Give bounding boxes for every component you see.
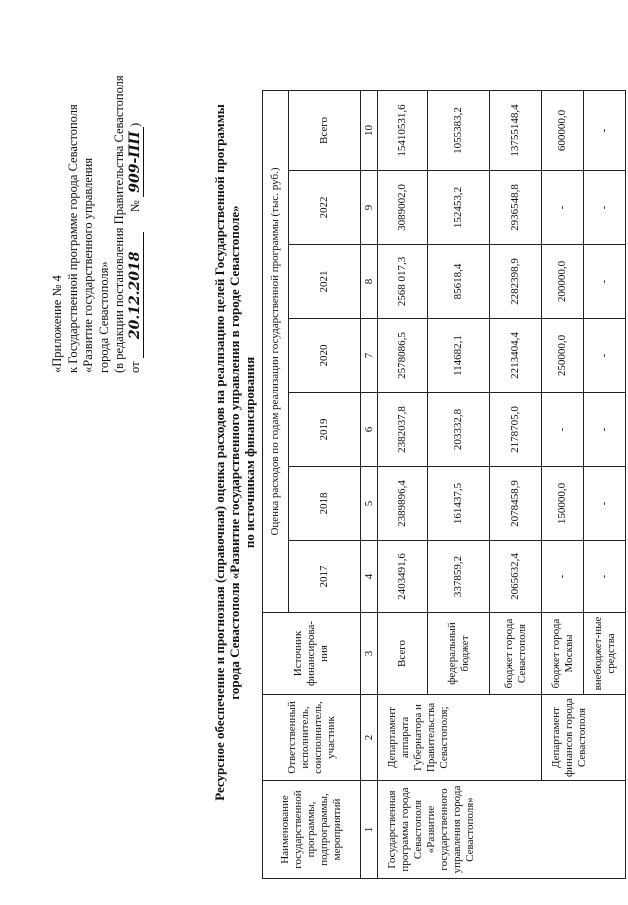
column-number: 1 xyxy=(361,781,378,879)
value-cell: 2936548,8 xyxy=(490,171,542,245)
value-cell: 250000,0 xyxy=(542,319,584,393)
total-cell: 1055383,2 xyxy=(428,91,490,171)
header-year: 2019 xyxy=(289,393,361,467)
column-number: 9 xyxy=(361,171,378,245)
column-number: 3 xyxy=(361,613,378,695)
title-line-3: по источникам финансирования xyxy=(242,356,257,549)
value-cell: 161437,5 xyxy=(428,467,490,541)
value-cell: - xyxy=(542,541,584,613)
value-cell: 150000,0 xyxy=(542,467,584,541)
total-cell: 15410531,6 xyxy=(378,91,428,171)
appendix-label: «Приложение № 4 xyxy=(50,275,64,373)
column-number: 7 xyxy=(361,319,378,393)
source-cell: Всего xyxy=(378,613,428,695)
document-title xyxy=(212,0,257,905)
header-total: Всего xyxy=(289,91,361,171)
table-row xyxy=(542,91,584,879)
value-cell: 85618,4 xyxy=(428,245,490,319)
column-number: 5 xyxy=(361,467,378,541)
column-number: 2 xyxy=(361,695,378,781)
value-cell: - xyxy=(542,171,584,245)
source-cell: внебюджет-ные средства xyxy=(584,613,626,695)
date-prefix: от xyxy=(127,361,142,373)
table-header-row xyxy=(263,91,289,879)
appendix-edition-note: (в редакции постановления Правительства Севастополя xyxy=(112,75,126,373)
program-name-cell: Государственная программа города Севастополя «Развитие государственного управления города Севастополя» xyxy=(378,781,626,879)
appendix-program-name-2: города Севастополя» xyxy=(96,261,111,373)
value-cell: 2578086,5 xyxy=(378,319,428,393)
responsible-cell-2: Департамент финансов города Севастополя xyxy=(542,695,626,781)
table-row xyxy=(378,91,428,879)
value-cell: - xyxy=(584,467,626,541)
title-line-2: города Севастополя «Развитие государственного управления в городе Севастополе» xyxy=(227,205,242,700)
header-year: 2017 xyxy=(289,541,361,613)
column-number: 6 xyxy=(361,393,378,467)
responsible-cell-1: Департамент аппарата Губернатора и Правительства Севастополя; xyxy=(378,695,542,781)
value-cell: 200000,0 xyxy=(542,245,584,319)
value-cell: 114682,1 xyxy=(428,319,490,393)
handwritten-date: 20.12.2018 xyxy=(128,232,145,358)
value-cell: 2403491,6 xyxy=(378,541,428,613)
appendix-program-name-1: «Развитие государственного управления xyxy=(81,157,95,373)
total-cell: 13755148,4 xyxy=(490,91,542,171)
source-cell: бюджет города Москвы xyxy=(542,613,584,695)
value-cell: - xyxy=(542,393,584,467)
value-cell: 2078458,9 xyxy=(490,467,542,541)
value-cell: 2568 017,3 xyxy=(378,245,428,319)
value-cell: 2065632,4 xyxy=(490,541,542,613)
value-cell: 2389896,4 xyxy=(378,467,428,541)
total-cell: - xyxy=(584,91,626,171)
appendix-program-reference: к Государственной программе города Севастополя xyxy=(65,104,80,373)
column-number-row xyxy=(361,91,378,879)
value-cell: 2178705,0 xyxy=(490,393,542,467)
header-year: 2022 xyxy=(289,171,361,245)
header-year: 2018 xyxy=(289,467,361,541)
header-estimate: Оценка расходов по годам реализации государственной программы (тыс. руб.) xyxy=(263,91,289,613)
header-source: Источник финансирова-ния xyxy=(263,613,361,695)
header-year: 2021 xyxy=(289,245,361,319)
value-cell: 2382037,8 xyxy=(378,393,428,467)
column-number: 8 xyxy=(361,245,378,319)
value-cell: - xyxy=(584,245,626,319)
value-cell: 337859,2 xyxy=(428,541,490,613)
appendix-date-line xyxy=(128,53,145,373)
value-cell: - xyxy=(584,541,626,613)
value-cell: 3089002,0 xyxy=(378,171,428,245)
title-line-1: Ресурсное обеспечение и прогнозная (справочная) оценка расходов на реализацию целей Государственной программы xyxy=(212,104,227,801)
appendix-header xyxy=(50,53,144,373)
value-cell: 2282398,9 xyxy=(490,245,542,319)
header-responsible: Ответственный исполнитель, соисполнитель, участник xyxy=(263,695,361,781)
value-cell: 2213404,4 xyxy=(490,319,542,393)
value-cell: - xyxy=(584,171,626,245)
header-year: 2020 xyxy=(289,319,361,393)
number-prefix: № xyxy=(127,200,142,213)
value-cell: 152453,2 xyxy=(428,171,490,245)
value-cell: 203332,8 xyxy=(428,393,490,467)
total-cell: 600000,0 xyxy=(542,91,584,171)
closing-paren: ) xyxy=(127,122,142,127)
financing-table xyxy=(262,90,626,879)
column-number: 10 xyxy=(361,91,378,171)
source-cell: бюджет города Севастополя xyxy=(490,613,542,695)
value-cell: - xyxy=(584,319,626,393)
handwritten-number: 909-ПП xyxy=(128,127,145,197)
header-program-name: Наименование государственной программы, подпрограммы, мероприятий xyxy=(263,781,361,879)
source-cell: федеральный бюджет xyxy=(428,613,490,695)
column-number: 4 xyxy=(361,541,378,613)
value-cell: - xyxy=(584,393,626,467)
